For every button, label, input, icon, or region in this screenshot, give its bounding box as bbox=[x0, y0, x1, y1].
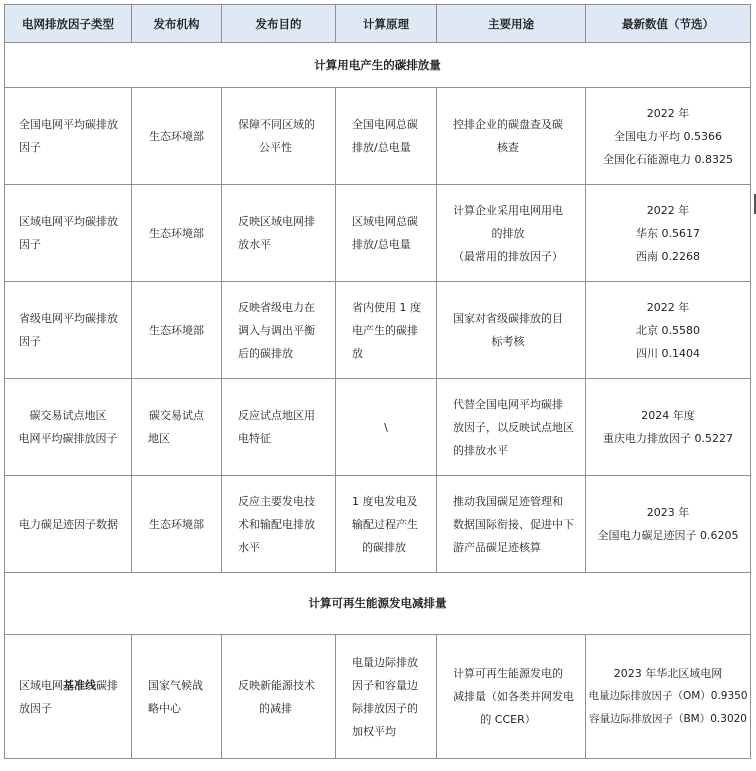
cell-principle bbox=[336, 476, 437, 573]
cell-line: 因子 bbox=[19, 238, 41, 251]
cell-line: 省内使用 1 度 bbox=[352, 300, 421, 314]
table-row bbox=[5, 635, 751, 759]
cell-line: 略中心 bbox=[148, 701, 181, 715]
cell-line: 电量边际排放 bbox=[352, 655, 418, 669]
header-purpose: 发布目的 bbox=[222, 5, 336, 43]
cell-line: 数据国际衔接、促进中下 bbox=[453, 517, 574, 531]
cell-line: 减排量（如各类并网发电 bbox=[453, 690, 574, 703]
cell-line: 反应主要发电技 bbox=[238, 494, 315, 508]
cell-values bbox=[586, 88, 751, 185]
cell-purpose bbox=[222, 379, 336, 476]
cell-line: 计算可再生能源发电的 bbox=[453, 667, 563, 680]
cell-purpose bbox=[222, 476, 336, 573]
cell-line: 地区 bbox=[148, 432, 170, 445]
cell-type bbox=[5, 635, 132, 759]
cell-values bbox=[586, 282, 751, 379]
cell-line: 2024 年度 bbox=[641, 409, 695, 422]
cell-line bbox=[19, 674, 125, 697]
cell-line: 全国电网平均碳排放 bbox=[19, 118, 118, 131]
cell-line: 放因子 bbox=[19, 701, 52, 715]
cell-usage bbox=[437, 476, 586, 573]
cell-line: 区域电网平均碳排放 bbox=[19, 215, 118, 228]
cell-purpose bbox=[222, 282, 336, 379]
cell-values bbox=[586, 185, 751, 282]
cell-line: 因子 bbox=[19, 335, 41, 348]
cell-usage bbox=[437, 185, 586, 282]
emission-factor-table bbox=[4, 4, 751, 759]
cell-line: 加权平均 bbox=[352, 724, 396, 738]
cell-line: 公平性 bbox=[259, 141, 292, 154]
cell-values bbox=[586, 476, 751, 573]
cell-line: 反映区域电网排 bbox=[238, 215, 315, 228]
cell-line: 电力碳足迹因子数据 bbox=[19, 517, 118, 531]
cell-line: 推动我国碳足迹管理和 bbox=[453, 494, 563, 508]
cell-org bbox=[132, 635, 222, 759]
table-row bbox=[5, 88, 751, 185]
cell-usage bbox=[437, 88, 586, 185]
cell-line: 电产生的碳排 bbox=[352, 323, 418, 337]
cell-principle bbox=[336, 88, 437, 185]
cell-line: 后的碳排放 bbox=[238, 346, 293, 360]
cell-line: 北京 0.5580 bbox=[636, 323, 700, 337]
cell-line: 因子和容量边 bbox=[352, 678, 418, 692]
cell-line: 排放/总电量 bbox=[352, 141, 411, 154]
cell-usage bbox=[437, 379, 586, 476]
header-type: 电网排放因子类型 bbox=[5, 5, 132, 43]
cell-line: 排放/总电量 bbox=[352, 238, 411, 251]
cell-principle bbox=[336, 185, 437, 282]
cell-line: 重庆电力排放因子 0.5227 bbox=[603, 432, 733, 445]
cell-org bbox=[132, 185, 222, 282]
cell-purpose bbox=[222, 88, 336, 185]
header-org: 发布机构 bbox=[132, 5, 222, 43]
header-usage: 主要用途 bbox=[437, 5, 586, 43]
cell-line: 代替全国电网平均碳排 bbox=[453, 397, 563, 411]
cell-line: 2023 年华北区域电网 bbox=[613, 667, 723, 680]
cell-line: 国家气候战 bbox=[148, 678, 203, 692]
cell-line: 2022 年 bbox=[646, 203, 690, 217]
cell-principle bbox=[336, 635, 437, 759]
cell-purpose bbox=[222, 185, 336, 282]
cell-line: 生态环境部 bbox=[149, 226, 204, 240]
cell-line: 省级电网平均碳排放 bbox=[19, 312, 118, 325]
cell-line: 全国化石能源电力 0.8325 bbox=[603, 152, 733, 166]
cell-line: 计算企业采用电网用电 bbox=[453, 203, 563, 217]
header-row bbox=[5, 5, 751, 43]
cell-line: 控排企业的碳盘查及碳 bbox=[453, 118, 563, 131]
cell-line: \ bbox=[384, 420, 388, 434]
cell-line: 2022 年 bbox=[646, 106, 690, 120]
cell-org bbox=[132, 88, 222, 185]
cell-line: 容量边际排放因子（BM）0.3020 bbox=[588, 713, 747, 725]
header-values: 最新数值（节选） bbox=[586, 5, 751, 43]
cell-line: （最常用的排放因子） bbox=[453, 249, 563, 263]
cell-line: 2023 年 bbox=[646, 506, 690, 519]
cell-line: 电特征 bbox=[238, 432, 271, 445]
cell-line: 术和输配电排放 bbox=[238, 517, 315, 531]
table-row bbox=[5, 379, 751, 476]
cell-type bbox=[5, 282, 132, 379]
cell-usage bbox=[437, 282, 586, 379]
cell-line: 生态环境部 bbox=[149, 129, 204, 143]
cell-line: 调入与调出平衡 bbox=[238, 323, 315, 337]
cell-line: 标考核 bbox=[491, 335, 525, 348]
cell-line: 的减排 bbox=[259, 701, 292, 715]
cell-line: 西南 0.2268 bbox=[636, 249, 700, 263]
cell-line: 际排放因子的 bbox=[352, 701, 418, 715]
header-principle: 计算原理 bbox=[336, 5, 437, 43]
cell-usage bbox=[437, 635, 586, 759]
cell-line: 保障不同区域的 bbox=[238, 118, 315, 131]
cell-line: 电网平均碳排放因子 bbox=[18, 432, 118, 445]
cell-purpose bbox=[222, 635, 336, 759]
cell-principle bbox=[336, 282, 437, 379]
cell-org bbox=[132, 282, 222, 379]
cell-line: 全国电力碳足迹因子 0.6205 bbox=[597, 529, 739, 542]
cell-line: 国家对省级碳排放的目 bbox=[453, 312, 563, 325]
table-row bbox=[5, 476, 751, 573]
cell-values bbox=[586, 379, 751, 476]
type-prefix: 区域电网 bbox=[19, 678, 63, 692]
cell-line: 1 度电发电及 bbox=[352, 494, 418, 508]
cell-type bbox=[5, 185, 132, 282]
cell-line: 放水平 bbox=[238, 238, 271, 251]
cell-line: 碳交易试点 bbox=[149, 409, 204, 422]
cell-line: 水平 bbox=[238, 540, 260, 554]
cell-type bbox=[5, 476, 132, 573]
cell-line: 生态环境部 bbox=[149, 323, 204, 337]
type-suffix: 碳排 bbox=[96, 678, 118, 692]
cell-type bbox=[5, 379, 132, 476]
type-highlight: 基准线 bbox=[63, 678, 96, 692]
cell-principle bbox=[336, 379, 437, 476]
cell-line: 的排放 bbox=[491, 226, 525, 240]
cell-line: 的 CCER） bbox=[480, 713, 536, 726]
cell-line: 放因子，以反映试点地区 bbox=[453, 420, 574, 434]
cell-line: 游产品碳足迹核算 bbox=[453, 540, 541, 554]
cell-line: 放 bbox=[352, 346, 363, 360]
cell-line: 华东 0.5617 bbox=[636, 226, 700, 240]
table-row bbox=[5, 282, 751, 379]
cell-line: 2022 年 bbox=[646, 300, 690, 314]
cell-line: 全国电力平均 0.5366 bbox=[614, 129, 722, 143]
cell-line: 反应试点地区用 bbox=[238, 409, 315, 422]
cell-line: 全国电网总碳 bbox=[352, 118, 418, 131]
cell-org bbox=[132, 379, 222, 476]
table-row bbox=[5, 185, 751, 282]
section-row bbox=[5, 573, 751, 635]
cell-org bbox=[132, 476, 222, 573]
section-title: 计算用电产生的碳排放量 bbox=[5, 43, 751, 88]
cell-type bbox=[5, 88, 132, 185]
cell-values bbox=[586, 635, 751, 759]
section-row bbox=[5, 43, 751, 88]
cell-line: 反映省级电力在 bbox=[238, 300, 315, 314]
cell-line: 因子 bbox=[19, 141, 41, 154]
cell-line: 输配过程产生 bbox=[352, 517, 418, 531]
cell-line: 核查 bbox=[497, 141, 519, 154]
cell-line: 四川 0.1404 bbox=[636, 346, 700, 360]
cell-line: 生态环境部 bbox=[149, 517, 204, 531]
cell-line: 碳交易试点地区 bbox=[29, 409, 107, 422]
cell-line: 的碳排放 bbox=[362, 540, 406, 554]
cell-line: 区域电网总碳 bbox=[352, 215, 418, 228]
cell-line: 电量边际排放因子（OM）0.9350 bbox=[588, 690, 748, 702]
cell-line: 反映新能源技术 bbox=[238, 678, 315, 692]
cell-line: 的排放水平 bbox=[453, 443, 508, 457]
section-title: 计算可再生能源发电减排量 bbox=[5, 573, 751, 635]
